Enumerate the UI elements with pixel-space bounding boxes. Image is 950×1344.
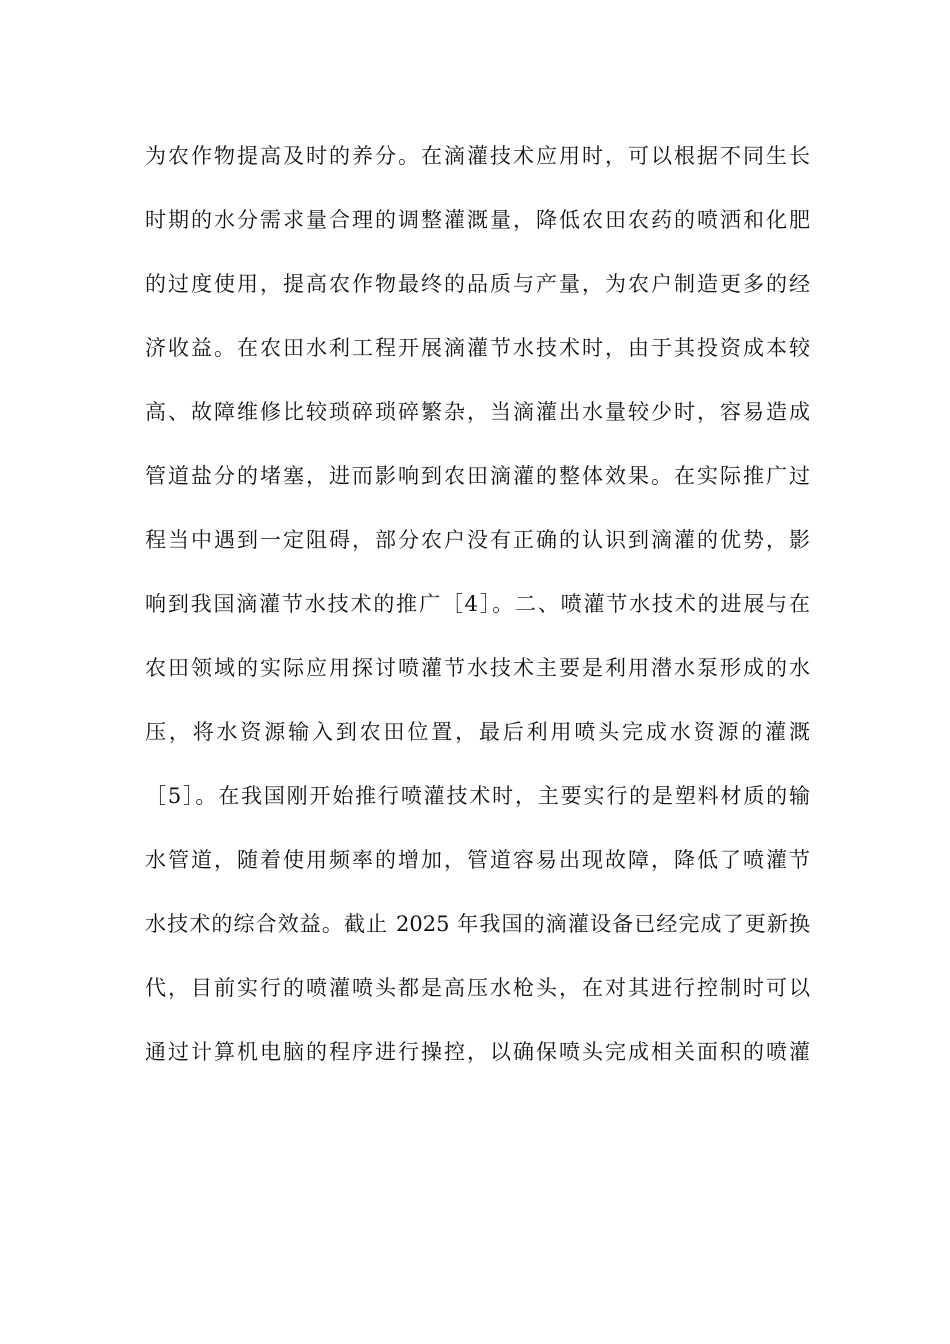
text-line-14: 代，目前实行的喷灌喷头都是高压水枪头，在对其进行控制时可以 xyxy=(145,976,810,1000)
text-line-5: 高、故障维修比较琐碎琐碎繁杂，当滴灌出水量较少时，容易造成 xyxy=(145,400,810,424)
text-line-6: 管道盐分的堵塞，进而影响到农田滴灌的整体效果。在实际推广过 xyxy=(145,464,810,488)
text-line-9: 农田领域的实际应用探讨喷灌节水技术主要是利用潜水泵形成的水 xyxy=(145,656,810,680)
text-line-8: 响到我国滴灌节水技术的推广［4］。二、喷灌节水技术的进展与在 xyxy=(145,592,810,616)
text-line-13: 水技术的综合效益。截止 2025 年我国的滴灌设备已经完成了更新换 xyxy=(145,912,810,936)
text-line-7: 程当中遇到一定阻碍，部分农户没有正确的认识到滴灌的优势，影 xyxy=(145,528,810,552)
text-line-10: 压，将水资源输入到农田位置，最后利用喷头完成水资源的灌溉 xyxy=(145,720,810,744)
text-line-11: ［5］。在我国刚开始推行喷灌技术时，主要实行的是塑料材质的输 xyxy=(145,784,810,808)
text-line-1: 为农作物提高及时的养分。在滴灌技术应用时，可以根据不同生长 xyxy=(145,144,810,168)
body-text xyxy=(145,124,810,1084)
text-line-2: 时期的水分需求量合理的调整灌溉量，降低农田农药的喷洒和化肥 xyxy=(145,208,810,232)
text-line-3: 的过度使用，提高农作物最终的品质与产量，为农户制造更多的经 xyxy=(145,272,810,296)
text-line-12: 水管道，随着使用频率的增加，管道容易出现故障，降低了喷灌节 xyxy=(145,848,810,872)
text-line-15: 通过计算机电脑的程序进行操控，以确保喷头完成相关面积的喷灌 xyxy=(145,1040,810,1064)
text-line-4: 济收益。在农田水利工程开展滴灌节水技术时，由于其投资成本较 xyxy=(145,336,810,360)
